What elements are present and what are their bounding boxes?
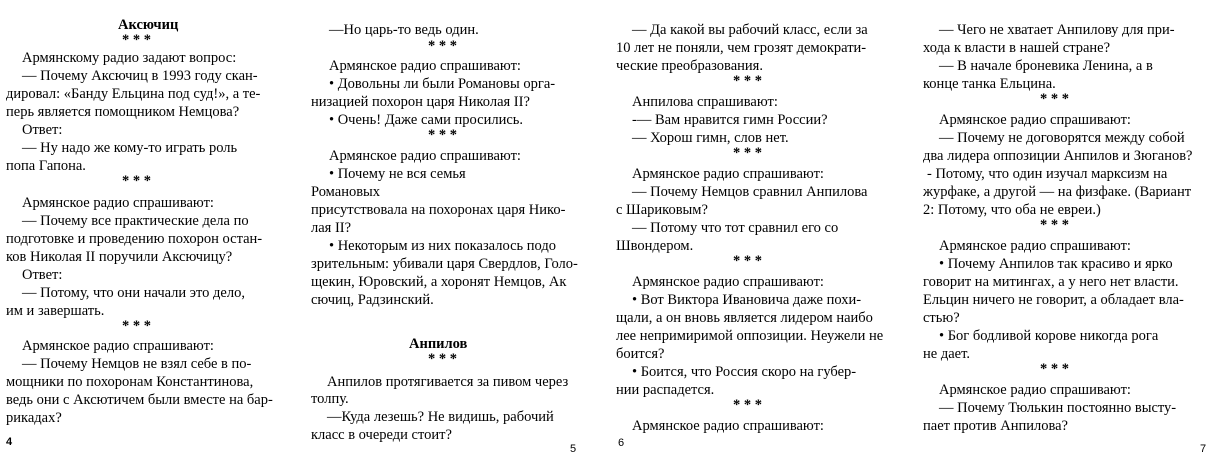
text-line: мощники по похоронам Константинова, [6,374,254,390]
text-line: пает против Анпилова? [923,418,1068,434]
text-line: лая II? [311,220,352,236]
text-line: —Но царь-то ведь один. [329,22,479,38]
page-number-6: 6 [618,437,625,449]
text-line: не дает. [923,346,970,362]
text-line: - Потому, что один изучал марксизм на [927,166,1168,182]
text-line: Ельцин ничего не говорит, а обладает вла- [923,292,1184,308]
text-line: Ответ: [22,267,63,283]
page-number-7: 7 [1200,443,1207,455]
text-line: Ответ: [22,122,63,138]
text-line: лее непримиримой оппозиции. Неужели не [616,328,884,344]
section-separator: * * * [1040,91,1069,107]
text-line: • Почему не вся семья [329,166,466,182]
page-4-column [0,0,300,470]
text-line: • Довольны ли были Романовы орга- [329,76,556,92]
text-line: — Хорош гимн, слов нет. [632,130,789,146]
text-line: дировал: «Банду Ельцина под суд!», а те- [6,86,261,102]
text-line: — Ну надо же кому-то играть роль [22,140,238,156]
text-line: Анпилов протягивается за пивом через [327,374,569,390]
text-line: Армянскому радио задают вопрос: [22,50,237,66]
section-separator: * * * [122,173,151,189]
text-line: Армянское радио спрашивают: [632,274,824,290]
text-line: — Почему Аксючиц в 1993 году скан- [22,68,258,84]
section-separator: * * * [428,351,457,367]
section-separator: * * * [1040,217,1069,233]
text-line: Армянское радио спрашивают: [329,58,521,74]
section-separator: * * * [122,32,151,48]
text-line: Армянское радио спрашивают: [939,238,1131,254]
text-line: журфаке, а другой — на физфаке. (Вариант [923,184,1192,200]
text-line: стью? [923,310,960,326]
text-line: — Чего не хватает Анпилову для при- [939,22,1175,38]
text-line: два лидера оппозиции Анпилов и Зюганов? [923,148,1193,164]
page-number-4: 4 [6,436,13,448]
text-line: — Почему Немцов не взял себе в по- [22,356,252,372]
text-line: • Бог бодливой корове никогда рога [939,328,1159,344]
text-line: низацией похорон царя Николая II? [311,94,530,110]
text-line: Армянское радио спрашивают: [329,148,521,164]
text-line: попа Гапона. [6,158,86,174]
text-line: • Очень! Даже сами просились. [329,112,524,128]
section-separator: * * * [122,318,151,334]
text-line: Армянское радио спрашивают: [632,418,824,434]
text-line: Романовых [311,184,381,200]
text-line: • Вот Виктора Ивановича даже похи- [632,292,862,308]
text-line: конце танка Ельцина. [923,76,1056,92]
text-line: ков Николая II поручили Аксючицу? [6,249,233,265]
text-line: Армянское радио спрашивают: [939,382,1131,398]
text-line: • Некоторым из них показалось подо [329,238,556,254]
section-separator: * * * [733,253,762,269]
text-line: сючиц, Радзинский. [311,292,434,308]
section-separator: * * * [733,397,762,413]
page-number-5: 5 [570,443,577,455]
section-separator: * * * [1040,361,1069,377]
text-line: зрительным: убивали царя Свердлов, Голо- [311,256,578,272]
text-line: толпу. [311,391,349,407]
section-separator: * * * [428,38,457,54]
section-heading: Аксючиц [118,17,179,33]
section-separator: * * * [733,73,762,89]
text-line: Армянское радио спрашивают: [939,112,1131,128]
section-separator: * * * [428,127,457,143]
text-line: • Почему Анпилов так красиво и ярко [939,256,1173,272]
page-7-column [917,0,1217,470]
page-5-column [305,0,605,470]
text-line: с Шариковым? [616,202,708,218]
text-line: 10 лет не поняли, чем грозят демократи- [616,40,867,56]
text-line: Армянское радио спрашивают: [632,166,824,182]
text-line: — Да какой вы рабочий класс, если за [632,22,868,38]
text-line: -— Вам нравится гимн России? [632,112,828,128]
text-line: — Почему Немцов сравнил Анпилова [632,184,868,200]
section-separator: * * * [733,145,762,161]
text-line: им и завершать. [6,303,105,319]
text-line: рикадах? [6,410,62,426]
text-line: — Потому, что они начали это дело, [22,285,245,301]
text-line: — Почему не договорятся между собой [939,130,1185,146]
text-line: щекин, Юровский, а хоронят Немцов, Ак [311,274,567,290]
text-line: —Куда лезешь? Не видишь, рабочий [327,409,554,425]
text-line: ческие преобразования. [616,58,763,74]
text-line: нии распадется. [616,382,715,398]
text-line: Швондером. [616,238,694,254]
text-line: говорит на митингах, а у него нет власти. [923,274,1179,290]
text-line: Анпилова спрашивают: [632,94,778,110]
text-line: щали, а он вновь является лидером наибо [616,310,873,326]
text-line: — Почему все практические дела по [22,213,249,229]
text-line: подготовке и проведению похорон остан- [6,231,263,247]
text-line: — В начале броневика Ленина, а в [939,58,1153,74]
text-line: • Боится, что Россия скоро на губер- [632,364,857,380]
text-line: 2: Потому, что оба не евреи.) [923,202,1101,218]
text-line: хода к власти в нашей стране? [923,40,1111,56]
text-line: Армянское радио спрашивают: [22,195,214,211]
text-line: ведь они с Аксютичем были вместе на бар- [6,392,273,408]
text-line: перь является помощником Немцова? [6,104,240,120]
text-line: присутствовала на похоронах царя Нико- [311,202,566,218]
page-6-column [610,0,910,470]
text-line: боится? [616,346,665,362]
text-line: класс в очереди стоит? [311,427,452,443]
section-heading: Анпилов [409,336,468,352]
text-line: — Потому что тот сравнил его со [632,220,839,236]
text-line: Армянское радио спрашивают: [22,338,214,354]
text-line: — Почему Тюлькин постоянно высту- [939,400,1177,416]
